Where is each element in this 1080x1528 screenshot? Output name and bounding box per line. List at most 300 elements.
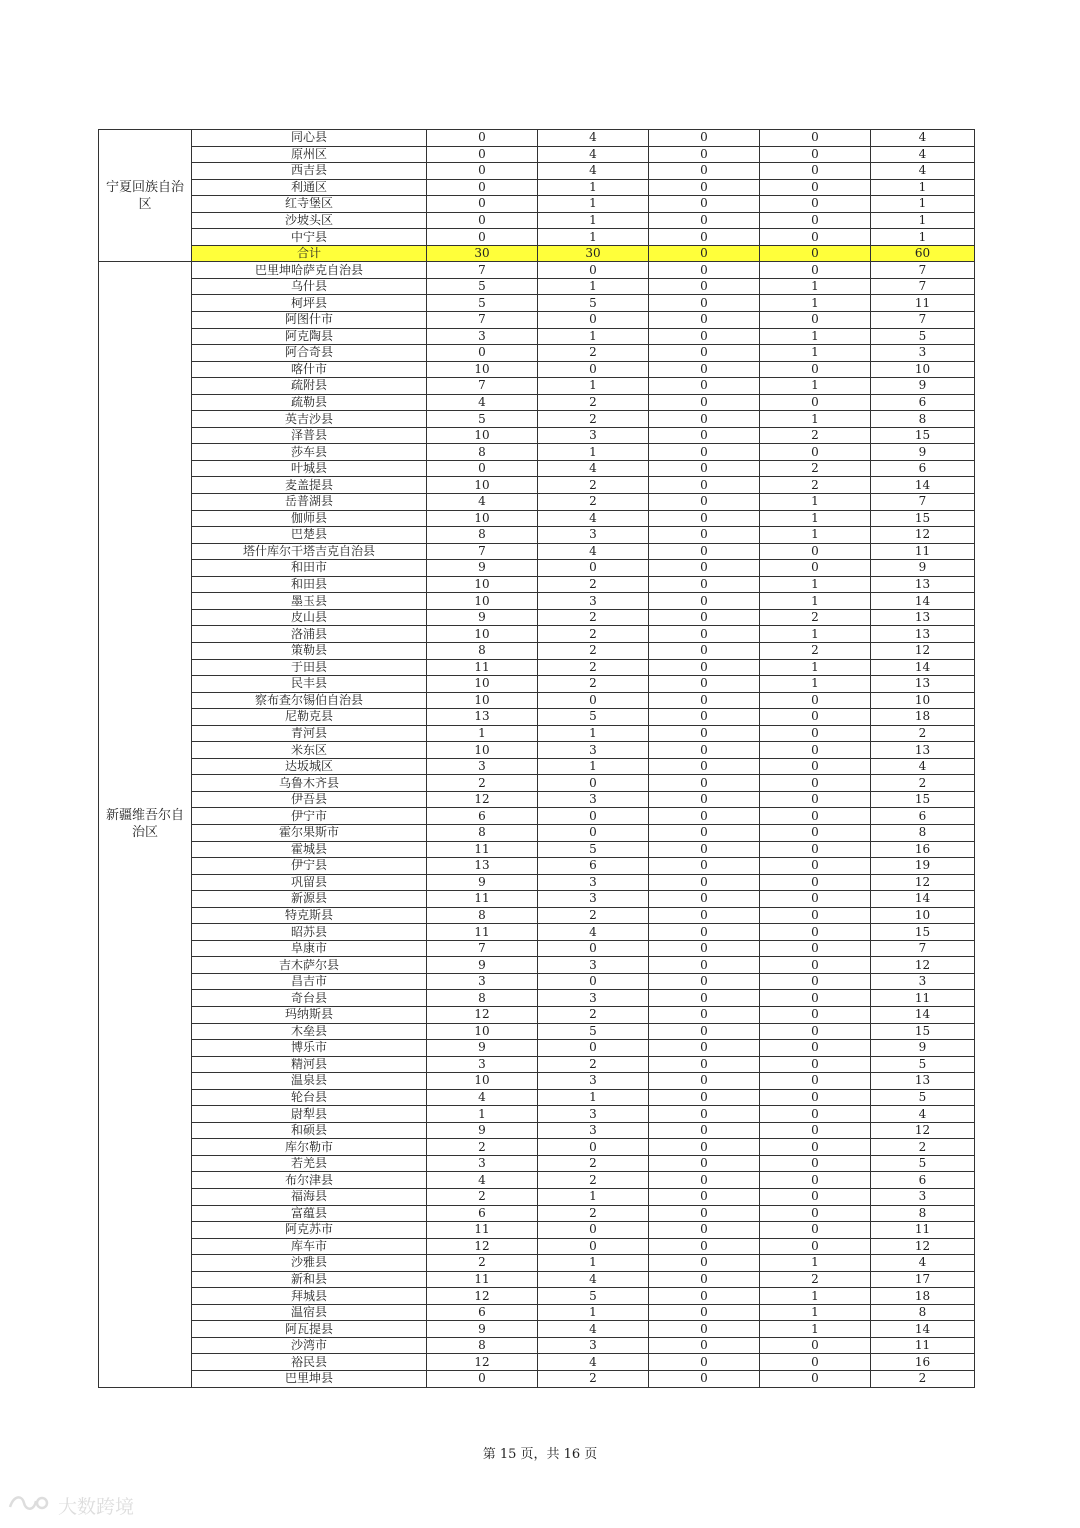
- value-cell: 2: [538, 1155, 649, 1172]
- county-cell: 麦盖提县: [192, 477, 427, 494]
- county-cell: 霍尔果斯市: [192, 824, 427, 841]
- county-cell: 洛浦县: [192, 626, 427, 643]
- table-row: [99, 328, 975, 345]
- value-cell: 4: [427, 494, 538, 511]
- value-cell: 0: [538, 1139, 649, 1156]
- value-cell: 0: [427, 212, 538, 229]
- value-cell: 0: [760, 212, 871, 229]
- county-cell: 福海县: [192, 1189, 427, 1206]
- value-cell: 8: [871, 824, 975, 841]
- value-cell: 0: [760, 1122, 871, 1139]
- county-cell: 和田市: [192, 560, 427, 577]
- value-cell: 13: [427, 858, 538, 875]
- table-row: [99, 1040, 975, 1057]
- value-cell: 2: [871, 725, 975, 742]
- value-cell: 0: [649, 378, 760, 395]
- value-cell: 10: [427, 477, 538, 494]
- value-cell: 8: [427, 990, 538, 1007]
- value-cell: 6: [871, 808, 975, 825]
- value-cell: 1: [760, 278, 871, 295]
- value-cell: 0: [760, 824, 871, 841]
- value-cell: 0: [649, 130, 760, 147]
- value-cell: 0: [649, 146, 760, 163]
- value-cell: 8: [871, 1205, 975, 1222]
- county-cell: 阿克陶县: [192, 328, 427, 345]
- value-cell: 2: [538, 394, 649, 411]
- county-cell: 裕民县: [192, 1354, 427, 1371]
- value-cell: 12: [871, 527, 975, 544]
- value-cell: 15: [871, 1023, 975, 1040]
- value-cell: 2: [538, 1371, 649, 1388]
- value-cell: 0: [649, 924, 760, 941]
- value-cell: 11: [427, 659, 538, 676]
- total-value-cell: 0: [760, 245, 871, 262]
- value-cell: 0: [649, 1122, 760, 1139]
- watermark: [8, 1492, 134, 1519]
- county-cell: 同心县: [192, 130, 427, 147]
- value-cell: 0: [760, 560, 871, 577]
- value-cell: 1: [538, 1255, 649, 1272]
- county-cell: 博乐市: [192, 1040, 427, 1057]
- value-cell: 0: [427, 196, 538, 213]
- value-cell: 1: [760, 411, 871, 428]
- value-cell: 0: [538, 1222, 649, 1239]
- value-cell: 0: [538, 808, 649, 825]
- value-cell: 1: [538, 444, 649, 461]
- value-cell: 7: [427, 262, 538, 279]
- value-cell: 8: [871, 411, 975, 428]
- value-cell: 0: [649, 1073, 760, 1090]
- value-cell: 3: [427, 973, 538, 990]
- value-cell: 3: [538, 1337, 649, 1354]
- value-cell: 0: [760, 841, 871, 858]
- table-row: [99, 411, 975, 428]
- county-cell: 库车市: [192, 1238, 427, 1255]
- value-cell: 4: [538, 543, 649, 560]
- value-cell: 0: [649, 1023, 760, 1040]
- value-cell: 0: [649, 1189, 760, 1206]
- value-cell: 3: [538, 742, 649, 759]
- value-cell: 0: [760, 1073, 871, 1090]
- table-row: [99, 907, 975, 924]
- value-cell: 5: [871, 1089, 975, 1106]
- table-row: [99, 824, 975, 841]
- value-cell: 0: [649, 1040, 760, 1057]
- value-cell: 4: [427, 1089, 538, 1106]
- value-cell: 10: [427, 361, 538, 378]
- table-row: [99, 1139, 975, 1156]
- value-cell: 10: [427, 427, 538, 444]
- county-cell: 皮山县: [192, 609, 427, 626]
- value-cell: 1: [760, 510, 871, 527]
- county-cell: 利通区: [192, 179, 427, 196]
- county-cell: 阿合奇县: [192, 345, 427, 362]
- value-cell: 9: [427, 1122, 538, 1139]
- value-cell: 12: [871, 874, 975, 891]
- value-cell: 6: [427, 1304, 538, 1321]
- table-row: [99, 676, 975, 693]
- value-cell: 0: [538, 692, 649, 709]
- value-cell: 5: [871, 1056, 975, 1073]
- table-row: [99, 1106, 975, 1123]
- county-cell: 阿图什市: [192, 312, 427, 329]
- value-cell: 12: [427, 1238, 538, 1255]
- value-cell: 1: [760, 345, 871, 362]
- value-cell: 2: [538, 676, 649, 693]
- value-cell: 3: [871, 345, 975, 362]
- value-cell: 1: [760, 378, 871, 395]
- value-cell: 0: [649, 427, 760, 444]
- value-cell: 1: [871, 212, 975, 229]
- value-cell: 5: [427, 411, 538, 428]
- table-row: [99, 1205, 975, 1222]
- value-cell: 11: [427, 841, 538, 858]
- county-cell: 特克斯县: [192, 907, 427, 924]
- value-cell: 0: [649, 659, 760, 676]
- value-cell: 1: [538, 1304, 649, 1321]
- value-cell: 0: [649, 709, 760, 726]
- value-cell: 0: [649, 411, 760, 428]
- value-cell: 0: [427, 130, 538, 147]
- value-cell: 0: [649, 1139, 760, 1156]
- value-cell: 0: [649, 791, 760, 808]
- value-cell: 2: [538, 1172, 649, 1189]
- table-row: [99, 692, 975, 709]
- value-cell: 0: [760, 924, 871, 941]
- value-cell: 2: [538, 1205, 649, 1222]
- value-cell: 3: [871, 973, 975, 990]
- value-cell: 0: [760, 791, 871, 808]
- value-cell: 0: [649, 295, 760, 312]
- value-cell: 3: [538, 891, 649, 908]
- county-cell: 昌吉市: [192, 973, 427, 990]
- value-cell: 0: [649, 560, 760, 577]
- value-cell: 2: [538, 494, 649, 511]
- value-cell: 10: [427, 593, 538, 610]
- county-cell: 轮台县: [192, 1089, 427, 1106]
- value-cell: 0: [649, 593, 760, 610]
- value-cell: 1: [871, 229, 975, 246]
- county-cell: 达坂城区: [192, 758, 427, 775]
- table-row: [99, 1321, 975, 1338]
- value-cell: 14: [871, 1006, 975, 1023]
- value-cell: 12: [427, 791, 538, 808]
- value-cell: 4: [871, 146, 975, 163]
- value-cell: 3: [427, 758, 538, 775]
- value-cell: 0: [760, 973, 871, 990]
- table-row: [99, 179, 975, 196]
- value-cell: 4: [538, 130, 649, 147]
- table-row: [99, 1155, 975, 1172]
- county-cell: 莎车县: [192, 444, 427, 461]
- table-row: [99, 262, 975, 279]
- county-cell: 喀什市: [192, 361, 427, 378]
- value-cell: 3: [538, 1073, 649, 1090]
- value-cell: 0: [649, 841, 760, 858]
- province-cell: 新疆维吾尔自治区: [99, 262, 192, 1387]
- value-cell: 0: [649, 1056, 760, 1073]
- value-cell: 12: [871, 1238, 975, 1255]
- value-cell: 1: [538, 229, 649, 246]
- value-cell: 0: [649, 1006, 760, 1023]
- value-cell: 0: [649, 758, 760, 775]
- value-cell: 15: [871, 427, 975, 444]
- value-cell: 0: [649, 229, 760, 246]
- table-row: [99, 709, 975, 726]
- value-cell: 0: [760, 1089, 871, 1106]
- table-row: [99, 1354, 975, 1371]
- county-cell: 新和县: [192, 1271, 427, 1288]
- value-cell: 10: [427, 510, 538, 527]
- county-cell: 察布查尔锡伯自治县: [192, 692, 427, 709]
- value-cell: 0: [649, 576, 760, 593]
- value-cell: 1: [760, 676, 871, 693]
- value-cell: 13: [427, 709, 538, 726]
- value-cell: 0: [649, 742, 760, 759]
- county-cell: 布尔津县: [192, 1172, 427, 1189]
- value-cell: 0: [760, 907, 871, 924]
- value-cell: 0: [760, 312, 871, 329]
- value-cell: 0: [760, 1056, 871, 1073]
- logo-icon: [8, 1493, 52, 1518]
- county-cell: 精河县: [192, 1056, 427, 1073]
- table-row: [99, 775, 975, 792]
- value-cell: 10: [427, 676, 538, 693]
- value-cell: 9: [427, 957, 538, 974]
- value-cell: 3: [538, 1106, 649, 1123]
- value-cell: 2: [871, 1371, 975, 1388]
- value-cell: 0: [649, 1304, 760, 1321]
- value-cell: 8: [871, 1304, 975, 1321]
- value-cell: 4: [538, 146, 649, 163]
- table-row: [99, 460, 975, 477]
- value-cell: 14: [871, 477, 975, 494]
- county-cell: 疏附县: [192, 378, 427, 395]
- county-cell: 库尔勒市: [192, 1139, 427, 1156]
- value-cell: 1: [760, 1288, 871, 1305]
- value-cell: 13: [871, 742, 975, 759]
- value-cell: 12: [871, 642, 975, 659]
- county-cell: 奇台县: [192, 990, 427, 1007]
- value-cell: 0: [649, 1354, 760, 1371]
- value-cell: 0: [649, 1172, 760, 1189]
- value-cell: 1: [760, 1321, 871, 1338]
- value-cell: 4: [538, 1354, 649, 1371]
- value-cell: 10: [427, 742, 538, 759]
- county-cell: 木垒县: [192, 1023, 427, 1040]
- value-cell: 8: [427, 444, 538, 461]
- county-cell: 巴里坤县: [192, 1371, 427, 1388]
- value-cell: 0: [649, 394, 760, 411]
- county-cell: 伊吾县: [192, 791, 427, 808]
- table-row: [99, 1056, 975, 1073]
- value-cell: 7: [427, 543, 538, 560]
- value-cell: 2: [538, 642, 649, 659]
- value-cell: 3: [427, 328, 538, 345]
- value-cell: 8: [427, 907, 538, 924]
- value-cell: 5: [538, 709, 649, 726]
- table-row: [99, 808, 975, 825]
- value-cell: 0: [760, 891, 871, 908]
- table-row: [99, 163, 975, 180]
- value-cell: 0: [760, 229, 871, 246]
- value-cell: 0: [760, 725, 871, 742]
- value-cell: 0: [649, 973, 760, 990]
- table-row: [99, 212, 975, 229]
- value-cell: 0: [649, 196, 760, 213]
- county-cell: 策勒县: [192, 642, 427, 659]
- value-cell: 0: [760, 179, 871, 196]
- value-cell: 0: [760, 808, 871, 825]
- value-cell: 0: [649, 824, 760, 841]
- value-cell: 9: [427, 1040, 538, 1057]
- value-cell: 15: [871, 791, 975, 808]
- table-row: [99, 841, 975, 858]
- table-row: [99, 659, 975, 676]
- value-cell: 0: [427, 229, 538, 246]
- value-cell: 10: [427, 626, 538, 643]
- value-cell: 11: [871, 295, 975, 312]
- table-row: [99, 229, 975, 246]
- county-cell: 富蕴县: [192, 1205, 427, 1222]
- value-cell: 0: [760, 1205, 871, 1222]
- value-cell: 4: [538, 924, 649, 941]
- value-cell: 2: [538, 1006, 649, 1023]
- value-cell: 0: [649, 642, 760, 659]
- value-cell: 9: [427, 609, 538, 626]
- value-cell: 2: [427, 1189, 538, 1206]
- value-cell: 0: [760, 163, 871, 180]
- value-cell: 11: [427, 891, 538, 908]
- value-cell: 1: [538, 378, 649, 395]
- value-cell: 0: [649, 676, 760, 693]
- total-value-cell: 30: [538, 245, 649, 262]
- county-cell: 巴楚县: [192, 527, 427, 544]
- value-cell: 12: [871, 1122, 975, 1139]
- value-cell: 0: [649, 990, 760, 1007]
- county-cell: 和田县: [192, 576, 427, 593]
- table-body: [99, 130, 975, 1388]
- value-cell: 9: [871, 378, 975, 395]
- value-cell: 0: [538, 1040, 649, 1057]
- county-cell: 原州区: [192, 146, 427, 163]
- table-row: [99, 1288, 975, 1305]
- county-cell: 乌什县: [192, 278, 427, 295]
- value-cell: 3: [538, 791, 649, 808]
- value-cell: 14: [871, 891, 975, 908]
- value-cell: 0: [538, 973, 649, 990]
- value-cell: 5: [538, 1023, 649, 1040]
- value-cell: 0: [649, 1205, 760, 1222]
- table-row: [99, 146, 975, 163]
- value-cell: 0: [649, 609, 760, 626]
- value-cell: 0: [760, 858, 871, 875]
- table-row: [99, 891, 975, 908]
- value-cell: 13: [871, 1073, 975, 1090]
- value-cell: 10: [427, 1073, 538, 1090]
- county-cell: 英吉沙县: [192, 411, 427, 428]
- value-cell: 0: [649, 510, 760, 527]
- value-cell: 2: [538, 477, 649, 494]
- value-cell: 4: [871, 1255, 975, 1272]
- value-cell: 12: [427, 1288, 538, 1305]
- value-cell: 11: [871, 1337, 975, 1354]
- value-cell: 0: [649, 940, 760, 957]
- value-cell: 1: [760, 593, 871, 610]
- table-row: [99, 295, 975, 312]
- value-cell: 2: [871, 1139, 975, 1156]
- value-cell: 11: [871, 1222, 975, 1239]
- value-cell: 1: [538, 1089, 649, 1106]
- value-cell: 0: [538, 940, 649, 957]
- county-cell: 巩留县: [192, 874, 427, 891]
- table-row: [99, 543, 975, 560]
- value-cell: 0: [649, 1255, 760, 1272]
- value-cell: 0: [649, 858, 760, 875]
- value-cell: 6: [538, 858, 649, 875]
- county-cell: 米东区: [192, 742, 427, 759]
- value-cell: 11: [871, 990, 975, 1007]
- value-cell: 2: [760, 460, 871, 477]
- table-row: [99, 742, 975, 759]
- value-cell: 0: [760, 1189, 871, 1206]
- table-row: [99, 444, 975, 461]
- value-cell: 2: [538, 576, 649, 593]
- value-cell: 1: [760, 494, 871, 511]
- value-cell: 0: [649, 907, 760, 924]
- county-cell: 吉木萨尔县: [192, 957, 427, 974]
- table-row: [99, 510, 975, 527]
- table-row: [99, 477, 975, 494]
- county-cell: 拜城县: [192, 1288, 427, 1305]
- value-cell: 0: [760, 1106, 871, 1123]
- value-cell: 2: [760, 642, 871, 659]
- value-cell: 2: [760, 609, 871, 626]
- value-cell: 1: [538, 179, 649, 196]
- value-cell: 6: [871, 460, 975, 477]
- value-cell: 2: [427, 775, 538, 792]
- value-cell: 3: [427, 1056, 538, 1073]
- value-cell: 0: [760, 1172, 871, 1189]
- value-cell: 1: [760, 295, 871, 312]
- value-cell: 0: [760, 758, 871, 775]
- value-cell: 9: [427, 560, 538, 577]
- value-cell: 7: [427, 378, 538, 395]
- total-value-cell: 0: [649, 245, 760, 262]
- value-cell: 7: [871, 278, 975, 295]
- county-cell: 疏勒县: [192, 394, 427, 411]
- value-cell: 9: [871, 444, 975, 461]
- value-cell: 0: [649, 163, 760, 180]
- value-cell: 2: [760, 477, 871, 494]
- county-cell: 柯坪县: [192, 295, 427, 312]
- value-cell: 0: [649, 278, 760, 295]
- county-cell: 阿瓦提县: [192, 1321, 427, 1338]
- value-cell: 0: [760, 742, 871, 759]
- value-cell: 0: [427, 146, 538, 163]
- value-cell: 4: [538, 510, 649, 527]
- value-cell: 0: [760, 1222, 871, 1239]
- value-cell: 0: [760, 1155, 871, 1172]
- value-cell: 2: [538, 345, 649, 362]
- value-cell: 10: [871, 692, 975, 709]
- county-cell: 红寺堡区: [192, 196, 427, 213]
- value-cell: 9: [427, 1321, 538, 1338]
- value-cell: 17: [871, 1271, 975, 1288]
- table-row: [99, 1089, 975, 1106]
- county-cell: 温泉县: [192, 1073, 427, 1090]
- value-cell: 8: [427, 824, 538, 841]
